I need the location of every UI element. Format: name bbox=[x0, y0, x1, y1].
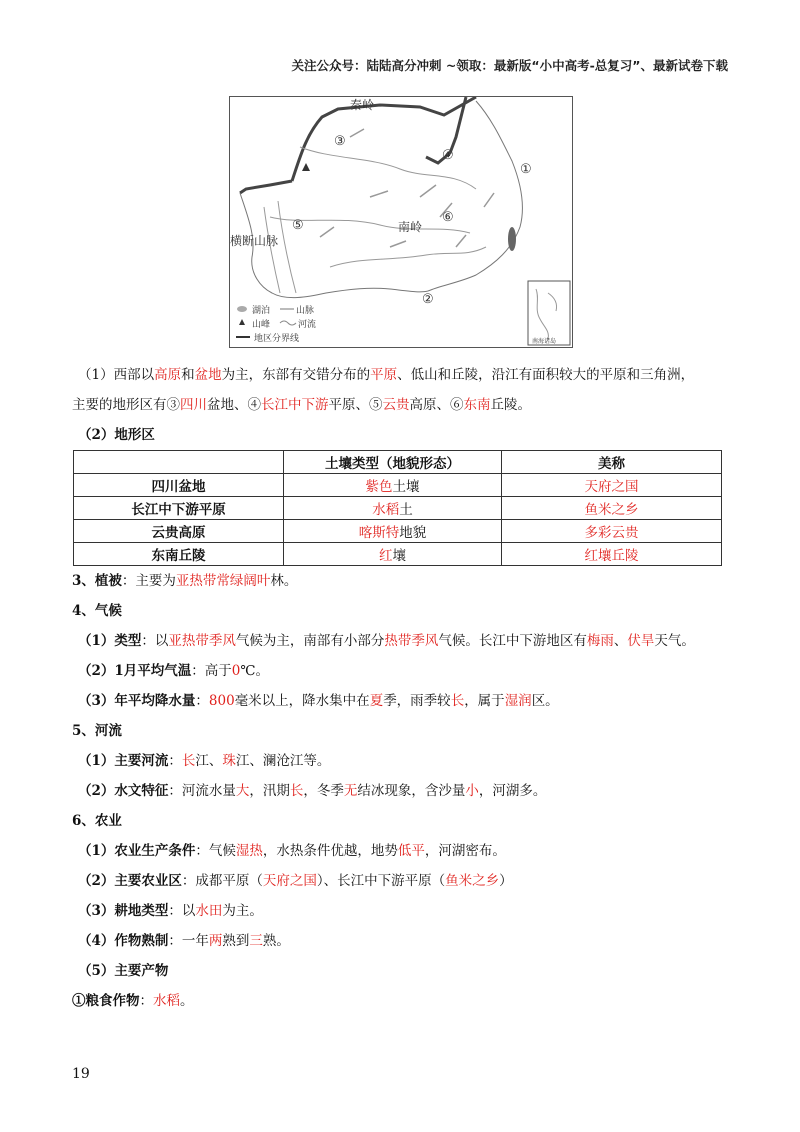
climate-precipitation: （3）年平均降水量：800毫米以上，降水集中在夏季，雨季较长，属于湿润区。 bbox=[78, 693, 559, 709]
marker-6: ⑥ bbox=[442, 210, 454, 225]
climate-type: （1）类型：以亚热带季风气候为主，南部有小部分热带季风气候。长江中下游地区有梅雨、伏旱天气。 bbox=[78, 633, 695, 649]
table-row: 四川盆地 紫色土壤 天府之国 bbox=[74, 474, 722, 497]
qinling-label: 秦岭 bbox=[350, 98, 375, 112]
table-row: 东南丘陵 红壤 红壤丘陵 bbox=[74, 543, 722, 566]
agri-regions: （2）主要农业区：成都平原（天府之国）、长江中下游平原（鱼米之乡） bbox=[78, 873, 513, 889]
terrain-table bbox=[73, 450, 722, 566]
marker-3: ③ bbox=[334, 134, 346, 149]
section-rivers: 5、河流 bbox=[72, 723, 122, 739]
marker-5: ⑤ bbox=[292, 218, 304, 233]
rivers-main: （1）主要河流：长江、珠江、澜沧江等。 bbox=[78, 753, 331, 769]
agri-farmland: （3）耕地类型：以水田为主。 bbox=[78, 903, 263, 919]
table-row: 云贵高原 喀斯特地貌 多彩云贵 bbox=[74, 520, 722, 543]
agri-grain: ①粮食作物：水稻。 bbox=[72, 993, 194, 1009]
page-header: 关注公众号：陆陆高分冲刺 ~领取：最新版“小中高考-总复习”、最新试卷下载 bbox=[291, 58, 728, 73]
legend-mountain: 山脉 bbox=[296, 306, 315, 316]
legend-river: 河流 bbox=[298, 320, 317, 330]
table-row: 长江中下游平原 水稻土 鱼米之乡 bbox=[74, 497, 722, 520]
vegetation-line: 3、植被：主要为亚热带常绿阔叶林。 bbox=[72, 573, 298, 589]
legend-lake: 湖泊 bbox=[252, 306, 271, 316]
section-climate: 4、气候 bbox=[72, 603, 122, 619]
map-figure bbox=[230, 97, 572, 347]
agri-cropping: （4）作物熟制：一年两熟到三熟。 bbox=[78, 933, 290, 949]
marker-2: ② bbox=[422, 292, 434, 307]
legend-boundary: 地区分界线 bbox=[254, 334, 300, 344]
terrain-line-1: （1）西部以高原和盆地为主，东部有交错分布的平原、低山和丘陵，沿江有面积较大的平原和三角洲， bbox=[78, 367, 695, 383]
map-legend bbox=[236, 304, 316, 344]
marker-1: ① bbox=[520, 162, 532, 177]
rivers-hydrology: （2）水文特征：河流水量大，汛期长，冬季无结冰现象，含沙量小，河湖多。 bbox=[78, 783, 547, 799]
marker-4: ④ bbox=[442, 148, 454, 163]
page-number: 19 bbox=[72, 1066, 90, 1082]
table-header: 土壤类型（地貌形态） 美称 bbox=[74, 451, 722, 474]
hengduan-label: 横断山脉 bbox=[230, 234, 279, 248]
south-china-map bbox=[229, 96, 573, 348]
climate-jan-temp: （2）1月平均气温：高于0℃。 bbox=[78, 663, 269, 679]
agri-products: （5）主要产物 bbox=[78, 963, 169, 979]
section-agriculture: 6、农业 bbox=[72, 813, 122, 829]
nanling-label: 南岭 bbox=[398, 220, 423, 234]
terrain-line-2: 主要的地形区有③四川盆地、④长江中下游平原、⑤云贵高原、⑥东南丘陵。 bbox=[72, 397, 531, 413]
section-terrain-regions: （2）地形区 bbox=[78, 427, 155, 443]
legend-peak: 山峰 bbox=[252, 320, 271, 330]
inset-label: 南海诸岛 bbox=[532, 338, 557, 345]
agri-conditions: （1）农业生产条件：气候湿热，水热条件优越，地势低平，河湖密布。 bbox=[78, 843, 506, 859]
page-content bbox=[72, 360, 732, 1016]
